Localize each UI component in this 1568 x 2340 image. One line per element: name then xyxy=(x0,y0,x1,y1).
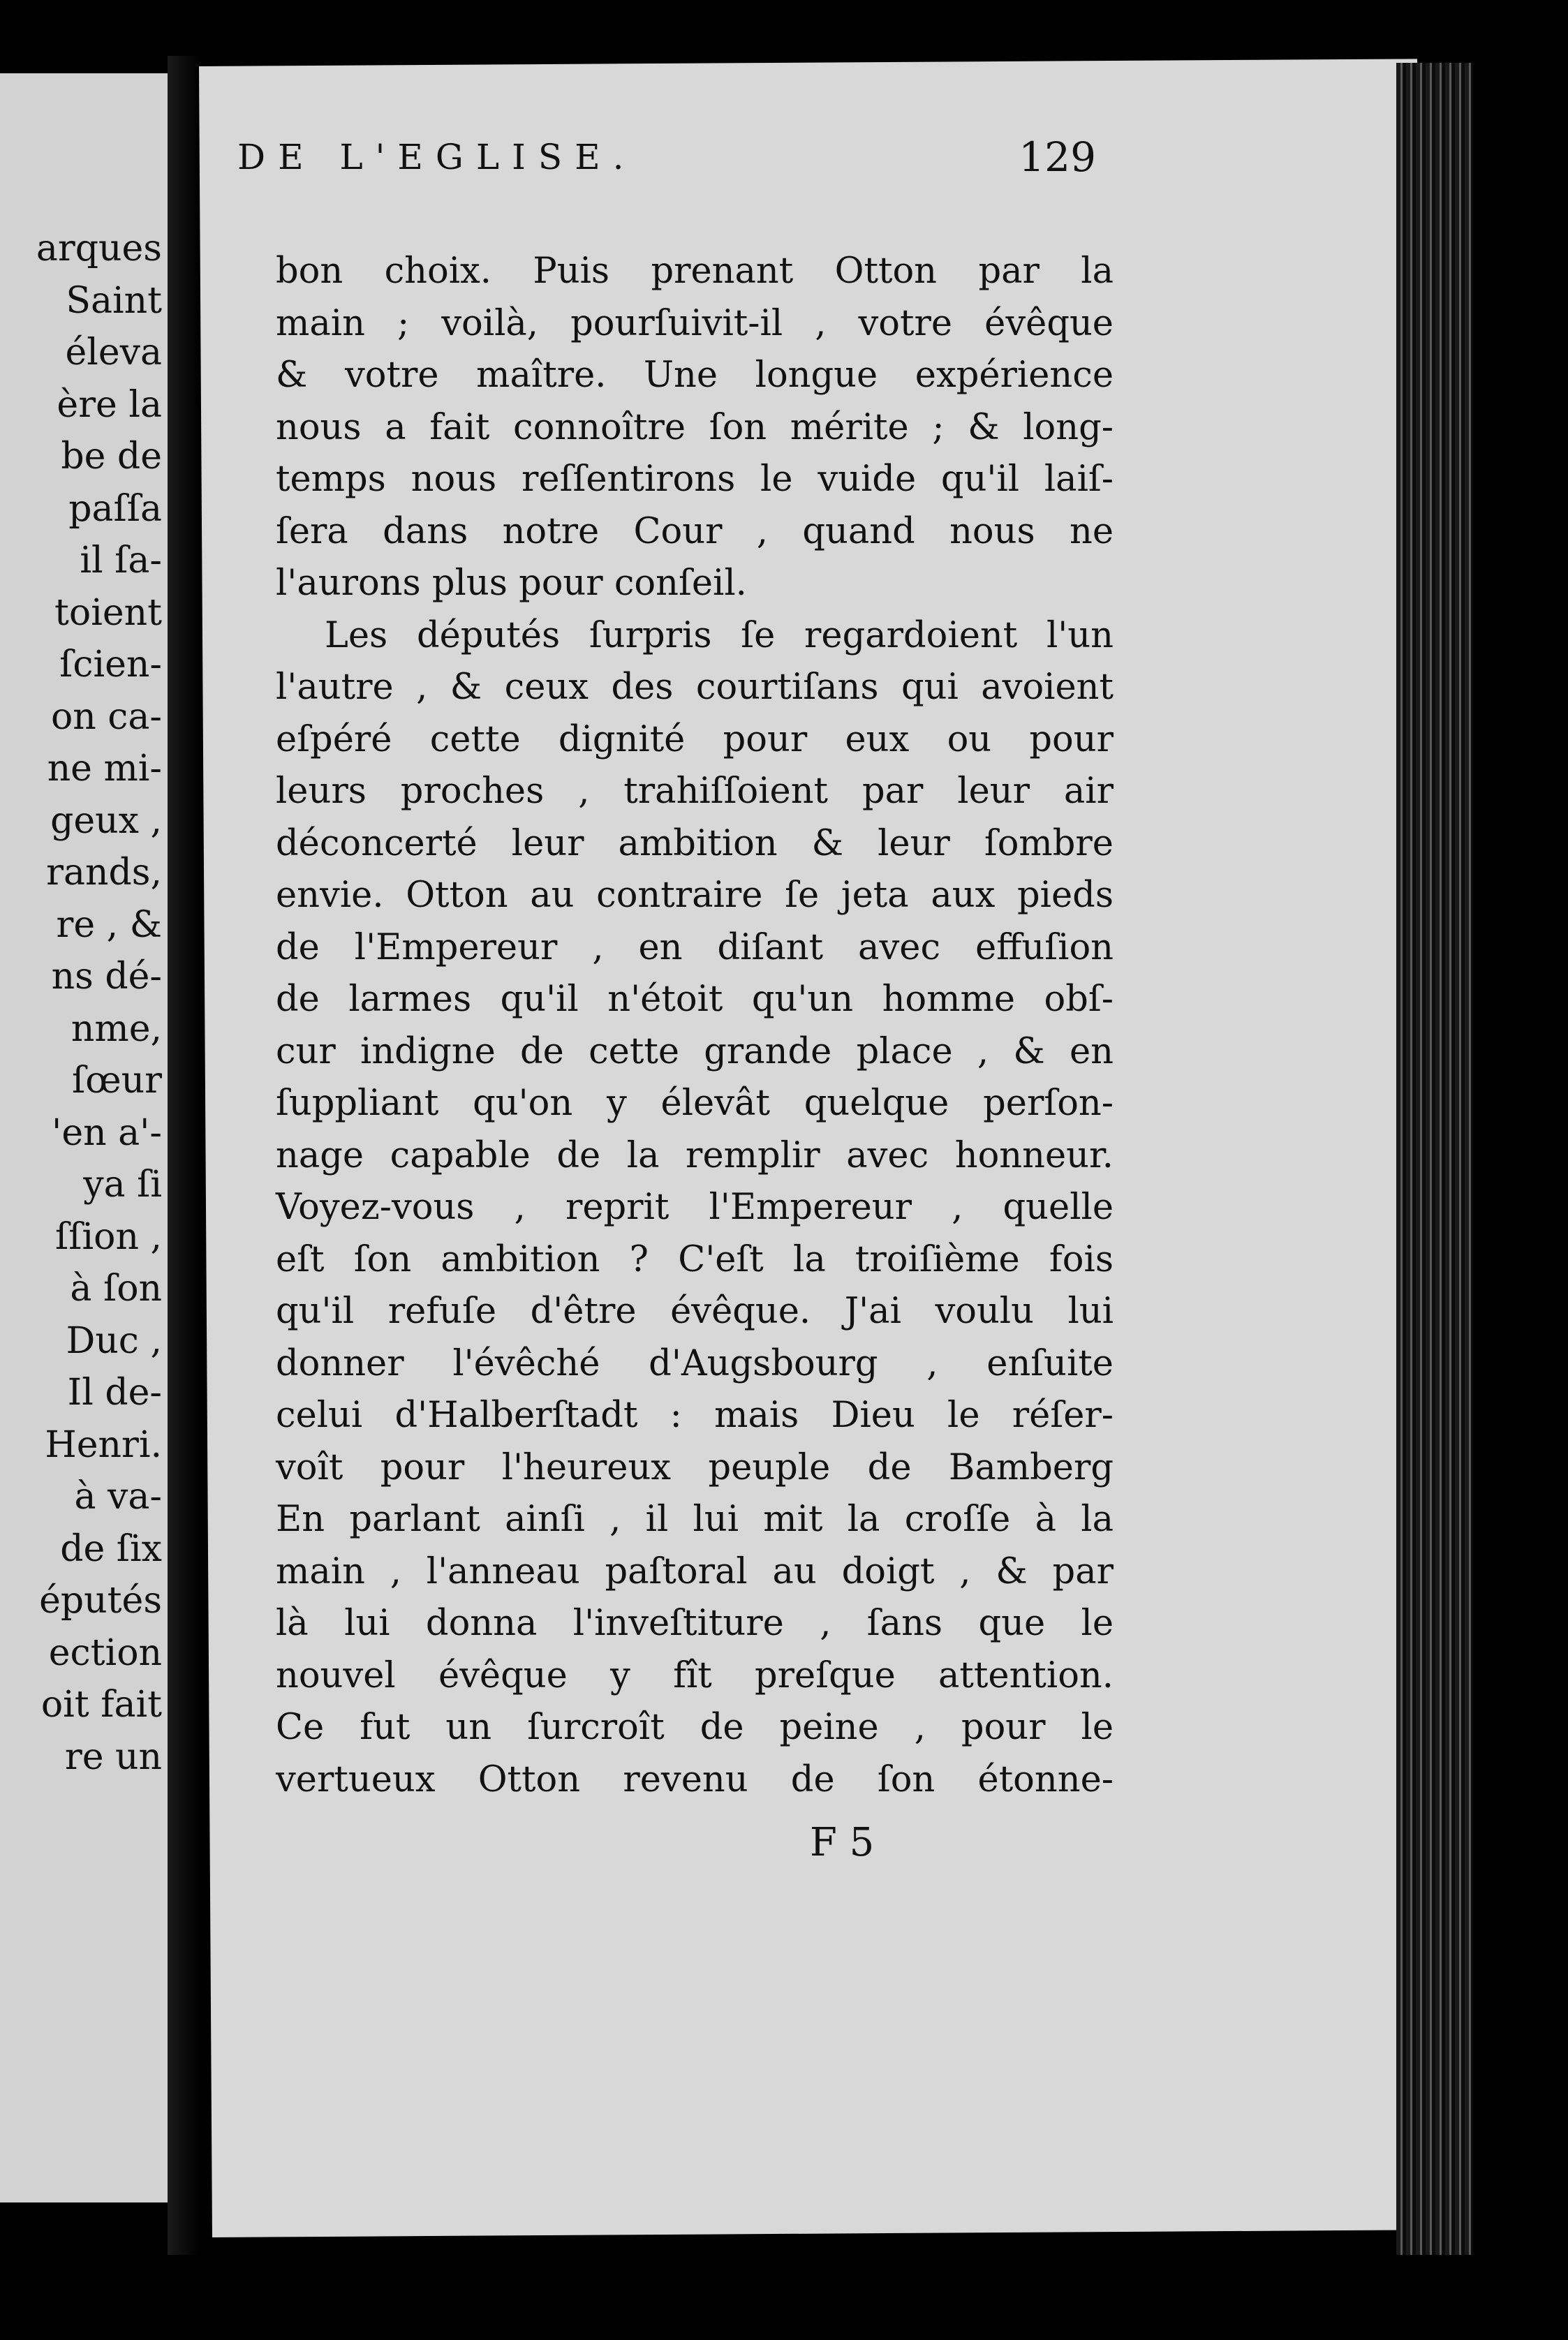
text-line: de larmes qu'il n'étoit qu'un homme obſ- xyxy=(276,979,1114,1020)
left-page-line: Duc , xyxy=(66,1319,162,1362)
text-line: Ce fut un ſurcroît de peine , pour le xyxy=(276,1707,1114,1748)
text-line: nous a fait connoître ſon mérite ; & long- xyxy=(276,406,1114,448)
running-head: DE L'EGLISE. xyxy=(237,137,637,177)
text-line: main , l'anneau paſtoral au doigt , & par xyxy=(276,1550,1114,1592)
left-page-line: ns dé- xyxy=(51,956,162,998)
left-page-line: éputés xyxy=(39,1580,162,1622)
left-page-line: arques xyxy=(36,228,162,269)
text-line: déconcerté leur ambition & leur ſombre xyxy=(276,822,1114,864)
text-line: main ; voilà, pourſuivit-il , votre évêque xyxy=(276,302,1114,344)
text-line: donner l'évêché d'Augsbourg , enſuite xyxy=(276,1342,1114,1384)
left-page-line: on ca- xyxy=(50,695,162,738)
text-line: Les députés ſurpris ſe regardoient l'un xyxy=(325,614,1114,656)
page-edges xyxy=(1396,63,1473,2255)
left-page-line: éleva xyxy=(65,332,162,373)
left-page-line: paſſa xyxy=(68,487,162,530)
text-line: nouvel évêque y fît preſque attention. xyxy=(276,1654,1114,1696)
left-page-line: re , & xyxy=(56,903,162,946)
left-page-line: ſcien- xyxy=(59,644,162,686)
left-page-line: re un xyxy=(64,1735,162,1778)
left-page-line: ère la xyxy=(57,383,162,426)
left-page-line: rands, xyxy=(46,852,162,894)
left-page-line: ection xyxy=(48,1631,162,1674)
text-line: temps nous reſſentirons le vuide qu'il laiſ- xyxy=(276,459,1114,500)
text-line: eſt ſon ambition ? C'eſt la troiſième fois xyxy=(276,1238,1114,1280)
text-line: nage capable de la remplir avec honneur. xyxy=(276,1134,1114,1176)
left-page-line: il ſa- xyxy=(80,540,162,582)
text-line: voît pour l'heureux peuple de Bamberg xyxy=(276,1446,1114,1488)
left-page-line: 'en a'- xyxy=(52,1111,162,1154)
left-page-line: Il de- xyxy=(67,1372,162,1414)
left-page-line: toient xyxy=(54,591,162,634)
text-line: de l'Empereur , en diſant avec effuſion xyxy=(276,926,1114,968)
left-page-line: oit fait xyxy=(40,1684,162,1726)
text-line: vertueux Otton revenu de ſon étonne- xyxy=(276,1758,1114,1800)
text-line: l'aurons plus pour conſeil. xyxy=(276,563,747,604)
text-line: l'autre , & ceux des courtiſans qui avoient xyxy=(276,667,1114,708)
text-line: & votre maître. Une longue expérience xyxy=(276,355,1114,396)
left-page-line: de ſix xyxy=(60,1527,162,1570)
page-body-text xyxy=(276,246,1114,1806)
text-line: eſpéré cette dignité pour eux ou pour xyxy=(276,718,1114,760)
page-number: 129 xyxy=(1019,133,1096,181)
text-line: là lui donna l'inveſtiture , ſans que le xyxy=(276,1603,1114,1644)
left-page-line: ſœur xyxy=(71,1060,162,1102)
text-line: cur indigne de cette grande place , & en xyxy=(276,1030,1114,1072)
left-page-line: geux , xyxy=(50,799,162,842)
text-line: leurs proches , trahiſſoient par leur air xyxy=(276,771,1114,812)
signature-mark: F 5 xyxy=(810,1820,875,1865)
left-page-line: Henri. xyxy=(45,1423,162,1466)
left-page-line: be de xyxy=(61,436,162,477)
text-line: celui d'Halberſtadt : mais Dieu le réſer- xyxy=(276,1395,1114,1436)
left-page-line: Saint xyxy=(66,279,162,322)
text-line: qu'il refuſe d'être évêque. J'ai voulu lui xyxy=(276,1291,1114,1332)
text-line: En parlant ainſi , il lui mit la croſſe à la xyxy=(276,1499,1114,1540)
left-page-line: ya ſi xyxy=(83,1164,162,1206)
text-line: ſera dans notre Cour , quand nous ne xyxy=(276,510,1114,552)
text-line: ſuppliant qu'on y élevât quelque perſon- xyxy=(276,1083,1114,1124)
text-line: bon choix. Puis prenant Otton par la xyxy=(276,251,1114,292)
book-gutter xyxy=(168,56,199,2255)
previous-page-fragment xyxy=(0,73,168,2202)
text-line: envie. Otton au contraire ſe jeta aux pieds xyxy=(276,875,1114,916)
page-header xyxy=(237,126,1096,188)
left-page-line: ſſion , xyxy=(55,1215,162,1258)
left-page-line: ne mi- xyxy=(47,748,162,790)
left-page-line: à va- xyxy=(74,1476,162,1518)
text-line: Voyez-vous , reprit l'Empereur , quelle xyxy=(276,1187,1114,1228)
left-page-line: nme, xyxy=(71,1007,162,1050)
left-page-line: à ſon xyxy=(70,1268,162,1310)
